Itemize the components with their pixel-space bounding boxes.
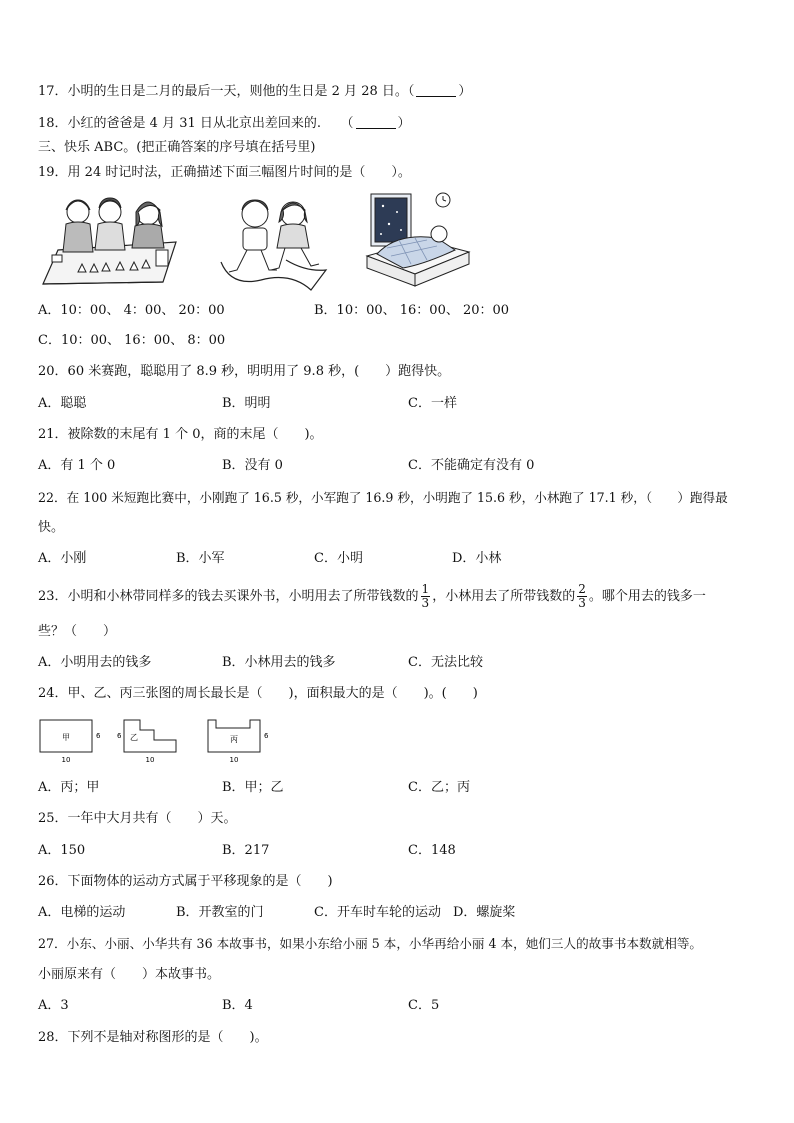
figure-yi-label: 乙: [130, 733, 138, 742]
q21-option-b[interactable]: B．没有 0: [222, 458, 283, 473]
q27-option-b[interactable]: B．4: [222, 998, 253, 1013]
question-17: 17．小明的生日是二月的最后一天，则他的生日是 2 月 28 日。（ ）: [38, 84, 472, 99]
question-17-text: 17．小明的生日是二月的最后一天，则他的生日是 2 月 28 日。（: [38, 84, 415, 99]
q22-option-c[interactable]: C．小明: [314, 551, 363, 566]
answer-blank[interactable]: [356, 116, 396, 129]
question-22-text-cont: 快。: [38, 520, 65, 535]
q26-option-a[interactable]: A．电梯的运动: [38, 905, 126, 920]
question-18-text: 18．小红的爸爸是 4 月 31 日从北京出差回来的. （: [38, 116, 354, 131]
q23-option-a[interactable]: A．小明用去的钱多: [38, 655, 152, 670]
question-21-text: 21．被除数的末尾有 1 个 0，商的末尾（ )。: [38, 427, 323, 442]
q20-option-b[interactable]: B．明明: [222, 396, 271, 411]
q25-option-b[interactable]: B．217: [222, 843, 270, 858]
q24-option-b[interactable]: B．甲；乙: [222, 780, 284, 795]
q19-option-b[interactable]: B．10：00、 16：00、 20：00: [314, 303, 510, 318]
q20-option-a[interactable]: A．聪聪: [38, 396, 87, 411]
question-27-text-cont: 小丽原来有（ ）本故事书。: [38, 967, 221, 982]
question-27-text: 27．小东、小丽、小华共有 36 本故事书，如果小东给小丽 5 本，小华再给小丽 4 本，她们三人的故事书本数就相等。: [38, 936, 703, 951]
q19-option-a[interactable]: A．10：00、 4：00、 20：00: [38, 303, 225, 318]
q21-option-c[interactable]: C．不能确定有没有 0: [408, 458, 535, 473]
question-23-text-cont: 些？（ ）: [38, 624, 117, 639]
q24-option-c[interactable]: C．乙；丙: [408, 780, 470, 795]
answer-blank[interactable]: [416, 84, 456, 97]
children-running-picture: [213, 192, 338, 292]
figure-bing-width: 10: [229, 756, 239, 764]
q24-option-a[interactable]: A．丙；甲: [38, 780, 100, 795]
figure-yi-height: 6: [117, 732, 122, 740]
question-24-text: 24．甲、乙、丙三张图的周长最长是（ )，面积最大的是（ )。( ): [38, 686, 478, 701]
q22-option-a[interactable]: A．小刚: [38, 551, 87, 566]
question-26-text: 26．下面物体的运动方式属于平移现象的是（ ): [38, 874, 333, 889]
q21-option-a[interactable]: A．有 1 个 0: [38, 458, 116, 473]
q26-option-c[interactable]: C．开车时车轮的运动: [314, 905, 441, 920]
question-23: 23．小明和小林带同样多的钱去买课外书，小明用去了所带钱数的 $\frac{1}{3}$ ，小林用去了所带钱数的 $\frac{2}{3}$ 。哪个用去的钱多一: [38, 582, 706, 610]
q23-option-b[interactable]: B．小林用去的钱多: [222, 655, 336, 670]
figure-jia-label: 甲: [62, 733, 70, 742]
question-19-text: 19．用 24 时记时法，正确描述下面三幅图片时间的是（ ）。: [38, 165, 411, 180]
q25-option-c[interactable]: C．148: [408, 843, 456, 858]
q19-option-c[interactable]: C．10：00、 16：00、 8：00: [38, 333, 226, 348]
q27-option-c[interactable]: C．5: [408, 998, 440, 1013]
figure-jia-width: 10: [61, 756, 71, 764]
question-20-text: 20．60 米赛跑，聪聪用了 8.9 秒，明明用了 9.8 秒，( ）跑得快。: [38, 364, 451, 379]
fraction-two-thirds: $\frac{2}{3}$: [578, 582, 586, 610]
fraction-one-third: $\frac{1}{3}$: [421, 582, 430, 610]
figure-bing-label: 丙: [230, 735, 238, 744]
q26-option-b[interactable]: B．开教室的门: [176, 905, 264, 920]
q23-option-c[interactable]: C．无法比较: [408, 655, 483, 670]
question-25-text: 25．一年中大月共有（ ）天。: [38, 811, 237, 826]
figure-jia-height: 6: [96, 732, 101, 740]
q20-option-c[interactable]: C．一样: [408, 396, 457, 411]
q22-option-b[interactable]: B．小军: [176, 551, 225, 566]
q27-option-a[interactable]: A．3: [38, 998, 69, 1013]
figure-yi-width: 10: [145, 756, 155, 764]
question-22-text: 22．在 100 米短跑比赛中，小刚跑了 16.5 秒，小军跑了 16.9 秒，小明跑了 15.6 秒，小林跑了 17.1 秒，（ ）跑得最: [38, 490, 728, 505]
question-18: 18．小红的爸爸是 4 月 31 日从北京出差回来的. （ ）: [38, 116, 411, 131]
q22-option-d[interactable]: D．小林: [452, 551, 502, 566]
child-sleeping-picture: [363, 190, 473, 290]
figure-bing-height: 6: [264, 732, 269, 740]
perimeter-figures: [36, 716, 296, 766]
question-28-text: 28．下列不是轴对称图形的是（ )。: [38, 1030, 268, 1045]
children-crafting-picture: [38, 192, 178, 292]
q25-option-a[interactable]: A．150: [38, 843, 86, 858]
q26-option-d[interactable]: D．螺旋桨: [453, 905, 516, 920]
section-title: 三、快乐 ABC。(把正确答案的序号填在括号里): [38, 140, 316, 155]
